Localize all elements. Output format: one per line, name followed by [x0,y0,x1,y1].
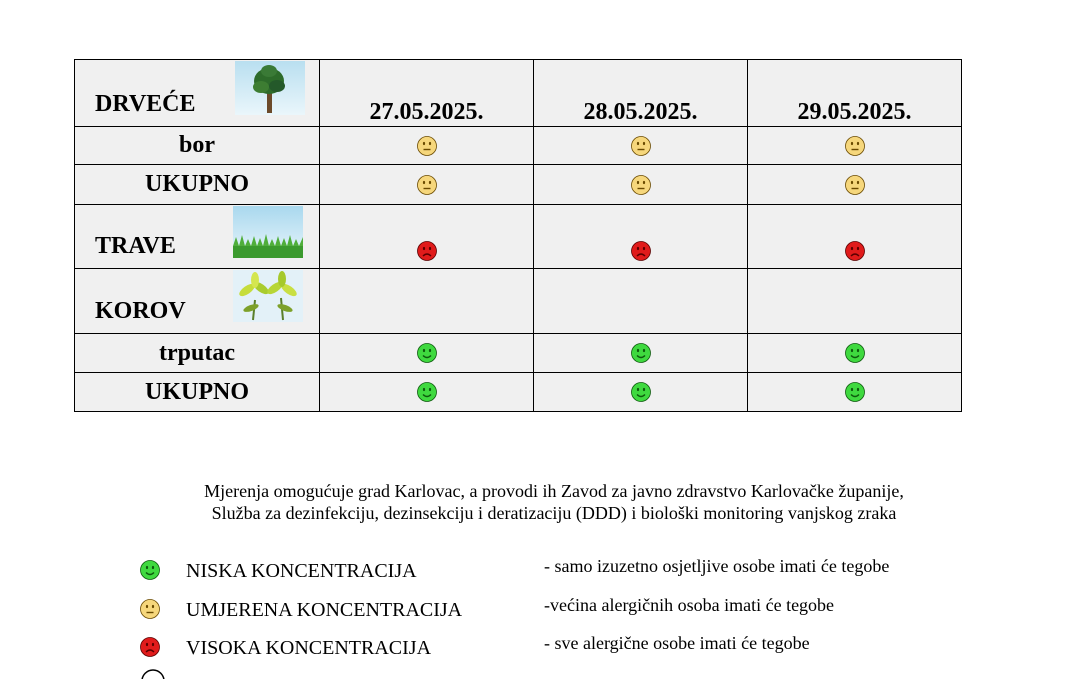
level-cell [534,127,748,165]
concentration-face-icon [844,383,866,400]
level-cell [748,127,962,165]
concentration-face-icon [844,344,866,361]
category-drvece [75,60,320,127]
legend-label: VISOKA KONCENTRACIJA [186,637,432,659]
category-label: DRVEĆE [95,91,196,117]
low-concentration-face-icon [139,558,161,581]
category-label: KOROV [95,298,186,324]
concentration-face-icon [416,383,438,400]
category-korov [75,269,320,334]
level-cell [320,373,534,412]
level-cell [534,373,748,412]
plant-label: bor [75,127,320,165]
legend-label: NISKA KONCENTRACIJA [186,560,417,582]
concentration-face-icon [630,344,652,361]
concentration-face-icon [416,242,438,259]
level-cell [320,334,534,373]
table-row-trave [75,205,962,269]
concentration-face-icon [844,242,866,259]
legend-item-low [139,558,959,582]
table-row-trputac [75,334,962,373]
source-note-line-2: Služba za dezinfekciju, dezinsekciju i deratizaciju (DDD) i biološki monitoring vanjskog zraka [211,503,897,523]
concentration-face-icon [630,383,652,400]
legend-item-medium [139,597,959,621]
empty-cell [534,269,748,334]
high-concentration-face-icon [139,635,161,658]
concentration-face-icon [416,175,438,192]
source-note [0,480,1080,524]
concentration-face-icon [630,242,652,259]
empty-cell [748,269,962,334]
level-cell [534,334,748,373]
total-label: UKUPNO [75,165,320,205]
table-row-korov [75,269,962,334]
date-header-3: 29.05.2025. [748,60,962,127]
grass-image [233,206,303,258]
level-cell [748,373,962,412]
level-cell [320,205,534,269]
legend-description: - sve alergične osobe imati će tegobe [544,633,810,653]
tree-image [235,61,305,115]
legend-description: - samo izuzetno osjetljive osobe imati će tegobe [544,556,890,576]
total-label: UKUPNO [75,373,320,412]
legend-description: -većina alergičnih osoba imati će tegobe [544,595,835,615]
category-label: TRAVE [95,233,176,259]
concentration-face-icon [844,136,866,153]
legend-label: UMJERENA KONCENTRACIJA [186,599,463,621]
pollen-table [74,59,962,412]
level-cell [534,165,748,205]
concentration-face-icon [416,344,438,361]
level-cell [748,165,962,205]
date-header-2: 28.05.2025. [534,60,748,127]
medium-concentration-face-icon [139,597,161,620]
level-cell [534,205,748,269]
date-header-1: 27.05.2025. [320,60,534,127]
empty-cell [320,269,534,334]
legend-item-high [139,635,959,659]
concentration-face-icon [416,136,438,153]
table-row-bor [75,127,962,165]
concentration-face-icon [844,175,866,192]
level-cell [320,127,534,165]
concentration-face-icon [630,175,652,192]
level-cell [748,334,962,373]
weed-image [233,270,303,322]
level-cell [748,205,962,269]
header-row [75,60,962,127]
concentration-face-icon [630,136,652,153]
table-row-korov-total [75,373,962,412]
source-note-line-1: Mjerenja omogućuje grad Karlovac, a provodi ih Zavod za javno zdravstvo Karlovačke županije, [204,481,904,501]
plant-label: trputac [75,334,320,373]
table-row-drvece-total [75,165,962,205]
partial-legend-face-icon [139,667,167,679]
category-trave [75,205,320,269]
level-cell [320,165,534,205]
